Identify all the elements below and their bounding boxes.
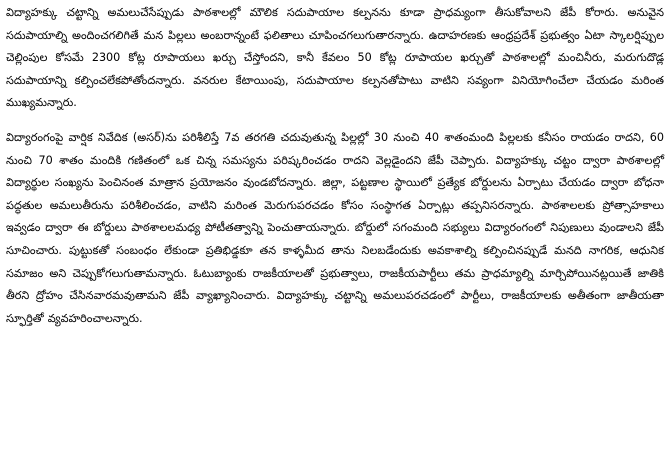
paragraph-gap	[6, 115, 664, 127]
paragraph-infrastructure: విద్యాహక్కు చట్టాన్ని అమలుచేసేప్పుడు పాఠశాలల్లో మౌలిక సదుపాయాల కల్పనను కూడా ప్రాధమ్యంగా తీసుకోవాలని జేపీ కోరారు. అనువైన సదుపాయాల్ని అందించగలిగితే మన పిల్లలు అంబరాన్నంటే ఫలితాలు చూపించగలుగుతారన్నారు. ఉదాహరణకు ఆంధ్రప్రదేశ్ ప్రభుత్వం ఏటా స్కాలర్షిప్పుల చెల్లింపుల కోసమే 2300 కోట్ల రూపాయలు ఖర్చు చేస్తోందని, కానీ కేవలం 50 కోట్ల రూపాయల ఖర్చుతో పాఠశాలల్లో మంచినీరు, మరుగుదొడ్ల సదుపాయాన్ని కల్పించలేకపోతోందన్నారు. వనరుల కేటాయింపు, సదుపాయాల కల్పనతోపాటు వాటిని సవ్యంగా వినియోగించేలా చేయడం మరింత ముఖ్యమన్నారు.	[6, 6, 664, 110]
paragraph-asar-report: విద్యారంగంపై వార్షిక నివేదిక (అసర్)ను పరిశీలిస్తే 7వ తరగతి చదువుతున్న పిల్లల్లో 30 నుంచి 40 శాతంమంది పిల్లలకు కనీసం రాయడం రాదని, 60 నుంచి 70 శాతం మందికి గణితంలో ఒక చిన్న సమస్యను పరిష్కరించడం రాదని వెల్లడైందని జేపీ చెప్పారు. విద్యాహక్కు చట్టం ద్వారా పాఠశాలల్లో విద్యార్థుల సంఖ్యను పెంచినంత మాత్రాన ప్రయోజనం వుండబోదన్నారు. జిల్లా, పట్టణాల స్థాయిలో ప్రత్యేక బోర్డులను ఏర్పాటు చేయడం ద్వారా బోధనా పద్ధతుల అమలుతీరును పరిశీలించడం, వాటిని మరింత మెరుగుపరచడం కోసం సంస్థాగత ఏర్పాట్లు తప్పనిసరన్నారు. పాఠశాలలకు ప్రోత్సాహకాలు ఇవ్వడం ద్వారా ఈ బోర్డులు పాఠశాలలమధ్య పోటీతత్వాన్ని పెంచుతాయన్నారు. బోర్డులో సగంమంది సభ్యులు విద్యారంగంలో నిపుణులు వుండాలని జేపీ సూచించారు. పుట్టుకతో సంబంధం లేకుండా ప్రతిభిడ్డకూ తన కాళ్ళమీద తాను నిలబడేందుకు అవకాశాల్ని కల్పించినప్పుడే మనది నాగరిక, ఆధునిక సమాజం అని చెప్పుకోగలుగుతామన్నారు. ఓటుబ్యాంకు రాజకీయాలతో ప్రభుత్వాలు, రాజకీయపార్టీలు తమ ప్రాధమ్యాల్ని మార్చిపోయినట్లయితే జాతికి తీరని ద్రోహం చేసినవారమవుతామని జేపీ వ్యాఖ్యానించారు. విద్యాహక్కు చట్టాన్ని అమలుపరచడంలో పార్టీలు, రాజకీయాలకు అతీతంగా జాతీయతా స్ఫూర్తితో వ్యవహరించాలన్నారు.	[6, 130, 664, 325]
